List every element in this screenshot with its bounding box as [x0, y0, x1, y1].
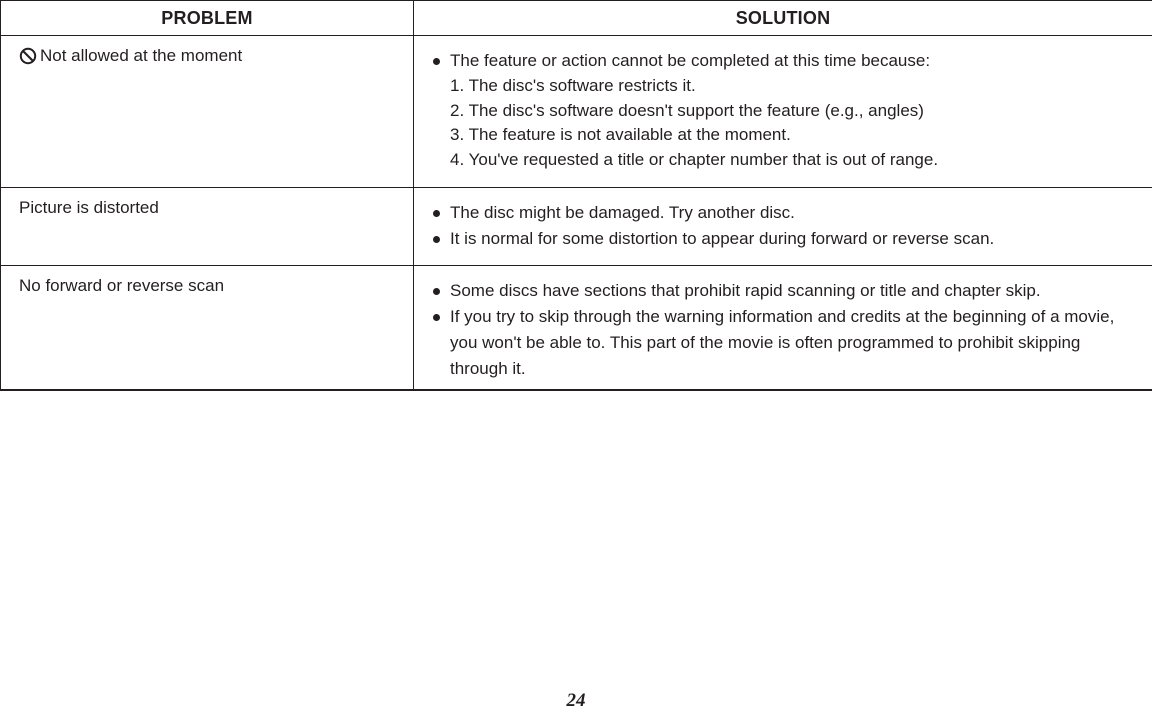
table-row: [1, 36, 1152, 188]
solution-text: It is normal for some distortion to appear during forward or reverse scan.: [450, 229, 995, 248]
list-item: 4. You've requested a title or chapter number that is out of range.: [450, 149, 939, 169]
list-item: [433, 226, 1140, 252]
bullet-icon: [433, 288, 440, 295]
list-item: [433, 304, 1140, 382]
prohibited-icon: [19, 47, 37, 65]
solution-text: If you try to skip through the warning information and credits at the beginning of a movie, you won't be able to. This part of the movie is often programmed to prohibit skipping through it.: [450, 307, 1115, 378]
table-row: [1, 266, 1152, 390]
solution-cell: [414, 36, 1152, 188]
list-item: [433, 48, 1140, 74]
list-item: 1. The disc's software restricts it.: [450, 76, 696, 95]
bullet-icon: [433, 210, 440, 217]
bullet-icon: [433, 58, 440, 65]
bullet-icon: [433, 236, 440, 243]
solution-text: The disc might be damaged. Try another disc.: [450, 203, 795, 222]
problem-text: Not allowed at the moment: [40, 46, 243, 65]
problem-cell: [1, 188, 414, 266]
problem-cell: [1, 36, 414, 188]
problem-cell: [1, 266, 414, 390]
list-item: [433, 278, 1140, 304]
problem-text: No forward or reverse scan: [19, 276, 225, 295]
table-header-row: [1, 1, 1152, 36]
problem-column-header: PROBLEM: [1, 1, 414, 36]
list-item: 3. The feature is not available at the moment.: [450, 125, 791, 144]
bullet-icon: [433, 314, 440, 321]
solution-text: The feature or action cannot be completed at this time because:: [450, 51, 931, 70]
list-item: 2. The disc's software doesn't support the feature (e.g., angles): [450, 100, 924, 120]
problem-text: Picture is distorted: [19, 198, 159, 217]
solution-text: Some discs have sections that prohibit rapid scanning or title and chapter skip.: [450, 281, 1041, 300]
page-number: 24: [566, 690, 586, 711]
solution-cell: [414, 266, 1152, 390]
solution-column-header: SOLUTION: [414, 1, 1152, 36]
table-row: [1, 188, 1152, 266]
list-item: [433, 200, 1140, 226]
solution-cell: [414, 188, 1152, 266]
